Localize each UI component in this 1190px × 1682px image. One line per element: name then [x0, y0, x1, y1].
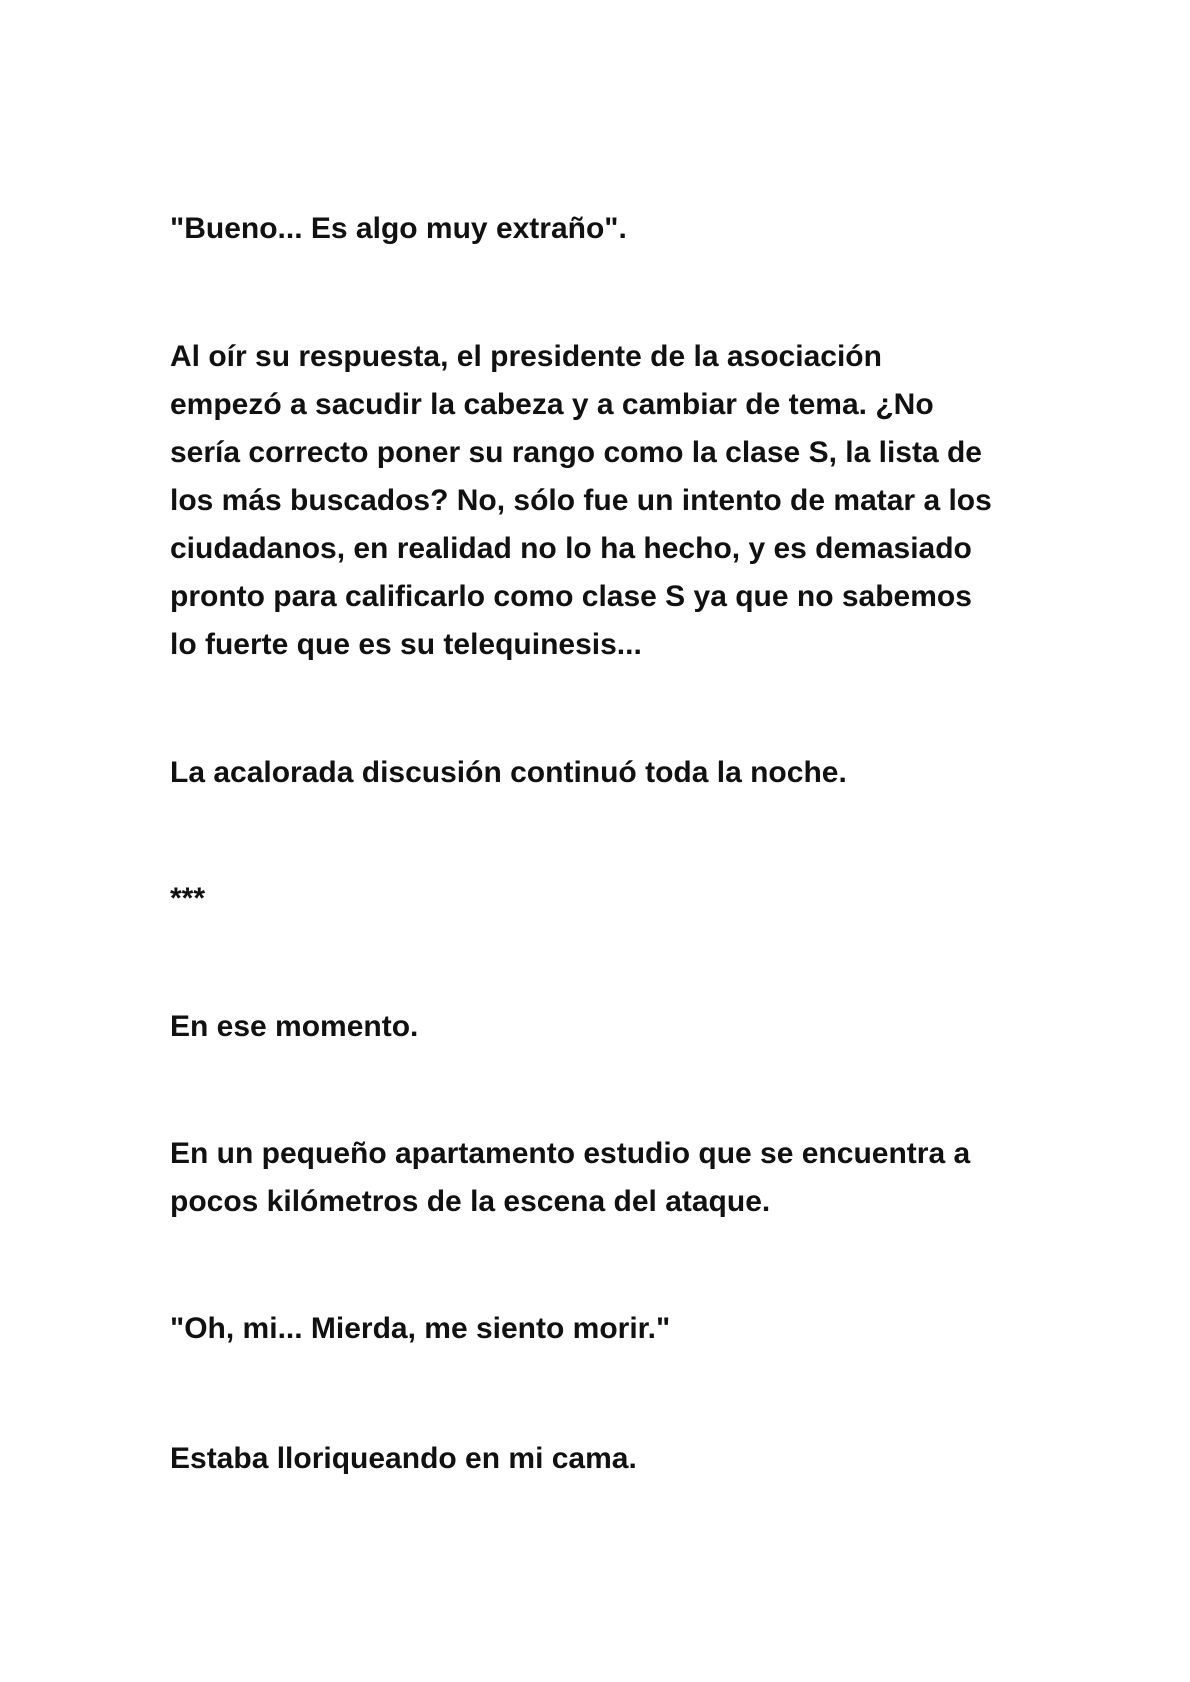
paragraph-8	[170, 1435, 1050, 1483]
text-line: ***	[170, 882, 206, 915]
paragraph-7	[170, 1305, 1050, 1353]
paragraph-3	[170, 749, 1050, 797]
paragraph-1	[170, 205, 1050, 253]
text-line: Al oír su respuesta, el presidente de la asociación	[170, 340, 882, 373]
text-line: pronto para calificarlo como clase S ya que no sabemos	[170, 580, 972, 613]
text-line: pocos kilómetros de la escena del ataque.	[170, 1185, 771, 1218]
text-line: los más buscados? No, sólo fue un intento de matar a los	[170, 484, 992, 517]
scene-break	[170, 875, 1050, 923]
text-line: La acalorada discusión continuó toda la noche.	[170, 756, 847, 789]
paragraph-2	[170, 333, 1050, 669]
text-line: sería correcto poner su rango como la clase S, la lista de	[170, 436, 982, 469]
text-line: empezó a sacudir la cabeza y a cambiar de tema. ¿No	[170, 388, 934, 421]
text-line: "Oh, mi... Mierda, me siento morir."	[170, 1312, 671, 1345]
paragraph-5	[170, 1003, 1050, 1051]
text-line: En ese momento.	[170, 1010, 419, 1043]
paragraph-6	[170, 1130, 1050, 1226]
text-line: lo fuerte que es su telequinesis...	[170, 628, 642, 661]
text-line: En un pequeño apartamento estudio que se encuentra a	[170, 1137, 971, 1170]
text-line: "Bueno... Es algo muy extraño".	[170, 212, 627, 245]
text-line: ciudadanos, en realidad no lo ha hecho, y es demasiado	[170, 532, 972, 565]
text-line: Estaba lloriqueando en mi cama.	[170, 1442, 637, 1475]
